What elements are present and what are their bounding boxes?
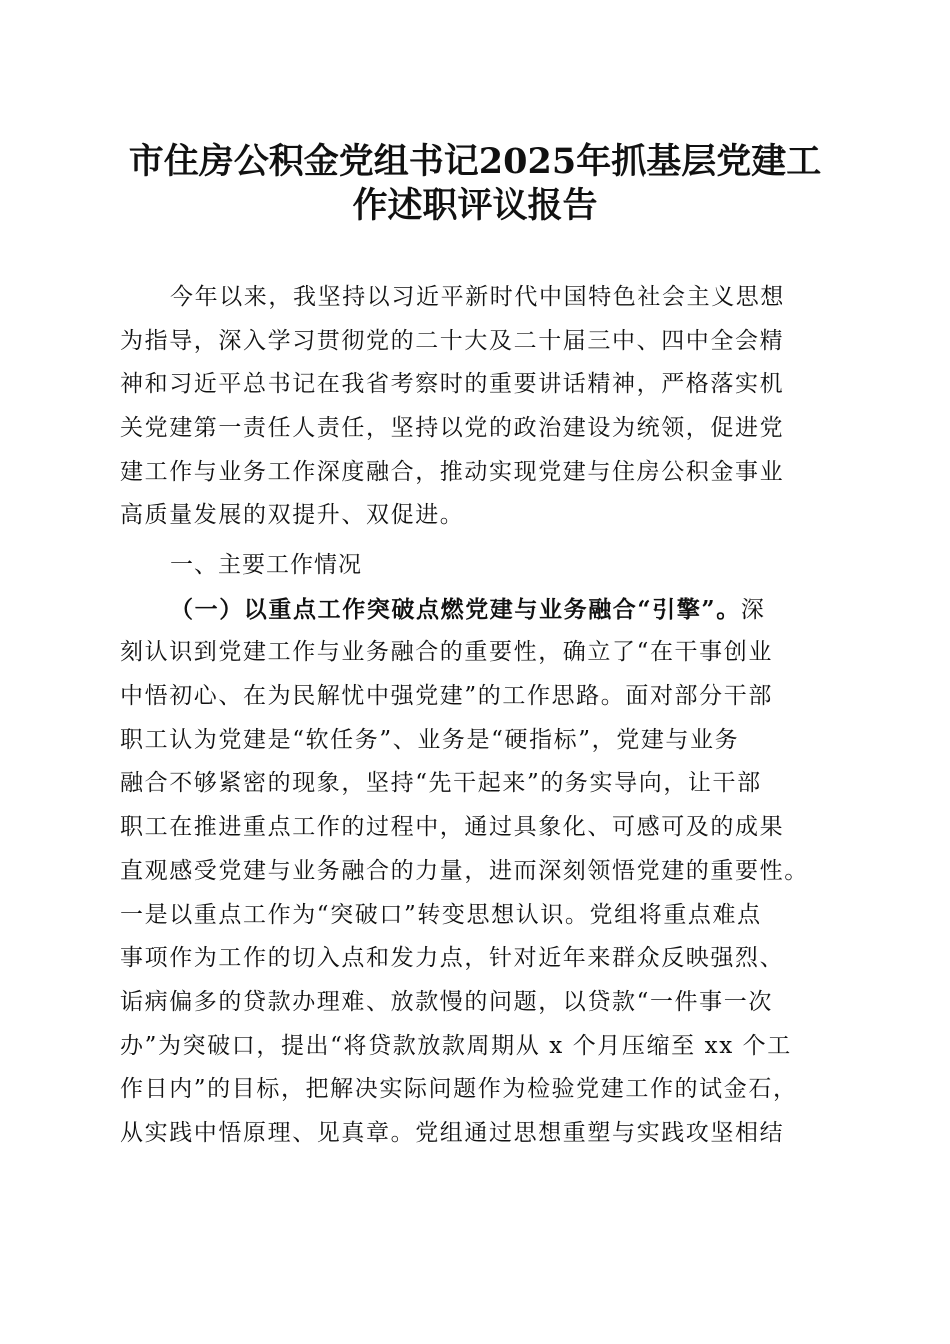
body-line-10: 办”为突破口，提出“将贷款放款周期从 x 个月压缩至 xx 个工 xyxy=(120,1032,792,1059)
body-line-9: 诟病偏多的贷款办理难、放款慢的问题，以贷款“一件事一次 xyxy=(120,988,773,1015)
body-line-11: 作日内”的目标，把解决实际问题作为检验党建工作的试金石， xyxy=(120,1076,798,1103)
intro-line-4: 关党建第一责任人责任，坚持以党的政治建设为统领，促进党 xyxy=(120,415,785,442)
intro-line-1: 今年以来，我坚持以习近平新时代中国特色社会主义思想 xyxy=(170,284,785,310)
body-line-7: 一是以重点工作为“突破口”转变思想认识。党组将重点难点 xyxy=(120,901,762,928)
document-title xyxy=(100,140,850,228)
body-line-6: 直观感受党建与业务融合的力量，进而深刻领悟党建的重要性。 xyxy=(120,857,809,884)
subsection-first-line xyxy=(120,588,832,632)
section-1 xyxy=(120,544,832,1156)
intro-line-3: 神和习近平总书记在我省考察时的重要讲话精神，严格落实机 xyxy=(120,371,785,398)
subsection-first-tail: 深 xyxy=(740,596,766,623)
body-line-4: 融合不够紧密的现象，坚持“先干起来”的务实导向，让干部 xyxy=(120,770,762,797)
title-line-2: 作述职评议报告 xyxy=(352,185,598,226)
body-line-2: 中悟初心、在为民解忧中强党建”的工作思路。面对部分干部 xyxy=(120,683,773,710)
body-line-1: 刻认识到党建工作与业务融合的重要性，确立了“在干事创业 xyxy=(120,639,773,666)
body-line-3: 职工认为党建是“软任务”、业务是“硬指标”，党建与业务 xyxy=(120,726,740,753)
intro-paragraph xyxy=(120,276,832,538)
intro-line-6: 高质量发展的双提升、双促进。 xyxy=(120,502,465,529)
title-line-1: 市住房公积金党组书记2025年抓基层党建工 xyxy=(128,141,822,182)
body-line-12: 从实践中悟原理、见真章。党组通过思想重塑与实践攻坚相结 xyxy=(120,1119,785,1146)
intro-line-5: 建工作与业务工作深度融合，推动实现党建与住房公积金事业 xyxy=(120,458,785,485)
body-line-8: 事项作为工作的切入点和发力点，针对近年来群众反映强烈、 xyxy=(120,945,785,972)
body-line-5: 职工在推进重点工作的过程中，通过具象化、可感可及的成果 xyxy=(120,814,785,841)
subsection-heading: （一）以重点工作突破点燃党建与业务融合“引擎”。 xyxy=(170,595,741,623)
section-heading: 一、主要工作情况 xyxy=(170,552,362,578)
intro-line-2: 为指导，深入学习贯彻党的二十大及二十届三中、四中全会精 xyxy=(120,327,785,354)
